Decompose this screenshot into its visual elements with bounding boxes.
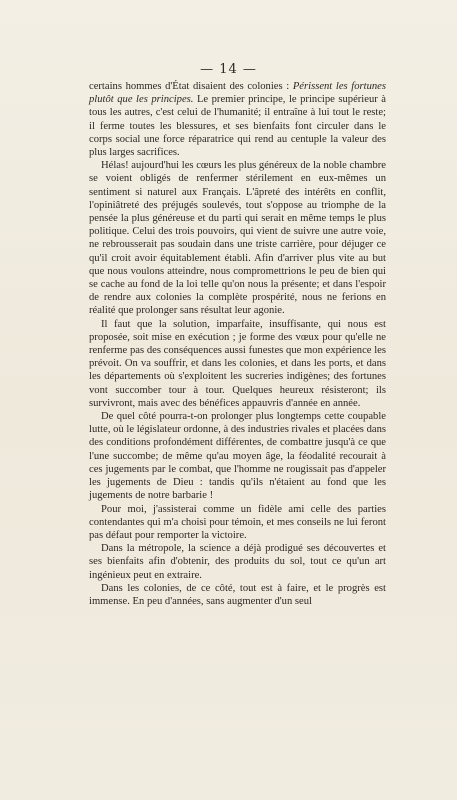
paragraph-4: De quel côté pourra-t-on prolonger plus longtemps cette coupable lutte, où le législateur ordonne, à des industries rivales et placées dans des conditions profondément différentes, de combattre jusqu'à ce que l'une succombe; de même qu'au moyen âge, la féodalité recourait à ces jugements par le combat, que l'homme ne rougissait pas d'appeler les jugements de Dieu : tandis qu'ils n'étaient au fond que les jugements de notre barbarie ! [89,411,386,502]
body-text [89,80,386,608]
paragraph-1 [89,80,386,159]
paragraph-1-rest: Le premier principe, le principe supérieur à tous les autres, c'est celui de l'humanité; il entraîne à lui tout le reste; il ferme toutes les blessures, et ses bienfaits font circuler dans le corps social une force réparatrice qui rend au centuple la valeur des plus larges sacrifices. [89,94,386,159]
paragraph-7: Dans les colonies, de ce côté, tout est à faire, et le progrès est immense. En peu d'années, sans augmenter d'un seul [89,582,386,607]
italic-quote: Périssent les fortunes plutôt que les principes. [89,81,387,106]
paragraph-2: Hélas! aujourd'hui les cœurs les plus généreux de la noble chambre se voient obligés de renfermer stérilement en eux-mêmes un sentiment si naturel aux Français. L'âpreté des intérêts en conflit, l'opiniâtreté des préjugés soulevés, tout s'oppose au triomphe de la pensée la plus généreuse et du parti qui serait en même temps le plus politique. Celui des trois pouvoirs, qui vient de suivre une autre voie, ne rebrousserait pas soudain dans une triste carrière, pour déjuger ce qu'il croit avoir équitablement établi. Afin d'arriver plus vite au but que nous voulons atteindre, nous compromettrions le peu de bien qui se cache au fond de la loi telle qu'on nous la présente; et dans l'espoir de rendre aux colonies la complète prospérité, nous ne ferions en réalité que prolonger sans résultat leur agonie. [89,160,386,317]
page-number: — 14 — [200,62,257,77]
paragraph-5: Pour moi, j'assisterai comme un fidèle ami celle des parties contendantes qui m'a choisi pour témoin, et mes conseils ne lui feront pas défaut pour remporter la victoire. [89,503,386,541]
paragraph-1-intro: certains hommes d'État disaient des colonies : [89,81,293,92]
paragraph-6: Dans la métropole, la science a déjà prodigué ses découvertes et ses bienfaits afin d'obtenir, des produits du sol, tout ce qu'un art ingénieux peut en extraire. [89,543,386,581]
paragraph-3: Il faut que la solution, imparfaite, insuffisante, qui nous est proposée, soit mise en exécution ; je forme des vœux pour qu'elle ne renferme pas des conséquences aussi funestes que mon expérience les prévoit. On va souffrir, et dans les colonies, et dans les ports, et dans les départements où s'exploitent les sucreries indigènes; des fortunes vont succomber tour à tour. Quelques heureux résisteront; ils survivront, mais avec des bénéfices appauvris d'année en année. [89,318,386,409]
